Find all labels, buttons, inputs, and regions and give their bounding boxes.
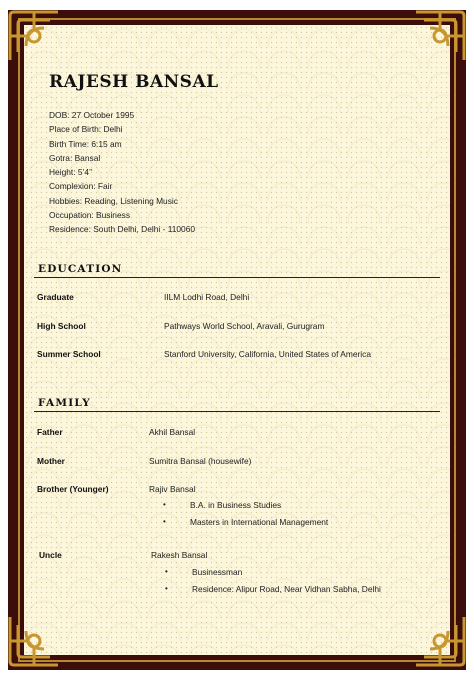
corner-ornament-icon <box>4 6 64 66</box>
education-divider <box>34 277 440 278</box>
detail-dob: DOB: 27 October 1995 <box>49 110 135 120</box>
education-value-high-school: Pathways World School, Aravali, Gurugram <box>164 321 325 331</box>
corner-ornament-icon <box>410 6 470 66</box>
list-bullet: • <box>165 567 168 576</box>
education-value-summer-school: Stanford University, California, United States of America <box>164 349 371 359</box>
person-name: RAJESH BANSAL <box>49 72 219 92</box>
list-bullet: • <box>163 500 166 509</box>
personal-details <box>49 108 195 237</box>
family-label-mother: Mother <box>37 456 65 466</box>
uncle-detail-1: Businessman <box>192 567 243 577</box>
family-value-uncle: Rakesh Bansal <box>151 550 208 560</box>
family-heading: FAMILY <box>38 397 91 409</box>
education-label-high-school: High School <box>37 321 86 331</box>
uncle-detail-2: Residence: Alipur Road, Near Vidhan Sabha, Delhi <box>192 584 381 594</box>
education-label-graduate: Graduate <box>37 292 74 302</box>
corner-ornament-icon <box>410 611 470 671</box>
education-label-summer-school: Summer School <box>37 349 101 359</box>
brother-detail-2: Masters in International Management <box>190 517 329 527</box>
family-label-father: Father <box>37 427 63 437</box>
family-value-father: Akhil Bansal <box>149 427 196 437</box>
detail-occupation: Occupation: Business <box>49 210 131 221</box>
detail-birthplace: Place of Birth: Delhi <box>49 124 123 135</box>
education-heading: EDUCATION <box>38 263 123 275</box>
family-label-brother: Brother (Younger) <box>37 484 109 494</box>
detail-gotra: Gotra: Bansal <box>49 152 101 163</box>
detail-complexion: Complexion: Fair <box>49 181 113 192</box>
list-bullet: • <box>163 517 166 526</box>
family-value-brother: Rajiv Bansal <box>149 484 196 494</box>
corner-ornament-icon <box>4 611 64 671</box>
detail-hobbies: Hobbies: Reading, Listening Music <box>49 195 178 206</box>
detail-height: Height: 5’4’’ <box>49 167 93 178</box>
education-value-graduate: IILM Lodhi Road, Delhi <box>164 292 250 302</box>
list-bullet: • <box>165 584 168 593</box>
detail-birth-time: Birth Time: 6:15 am <box>49 138 122 149</box>
family-label-uncle: Uncle <box>39 550 62 560</box>
brother-detail-1: B.A. in Business Studies <box>190 500 282 510</box>
detail-residence: Residence: South Delhi, Delhi - 110060 <box>49 224 196 235</box>
family-value-mother: Sumitra Bansal (housewife) <box>149 456 252 466</box>
family-divider <box>34 411 440 412</box>
